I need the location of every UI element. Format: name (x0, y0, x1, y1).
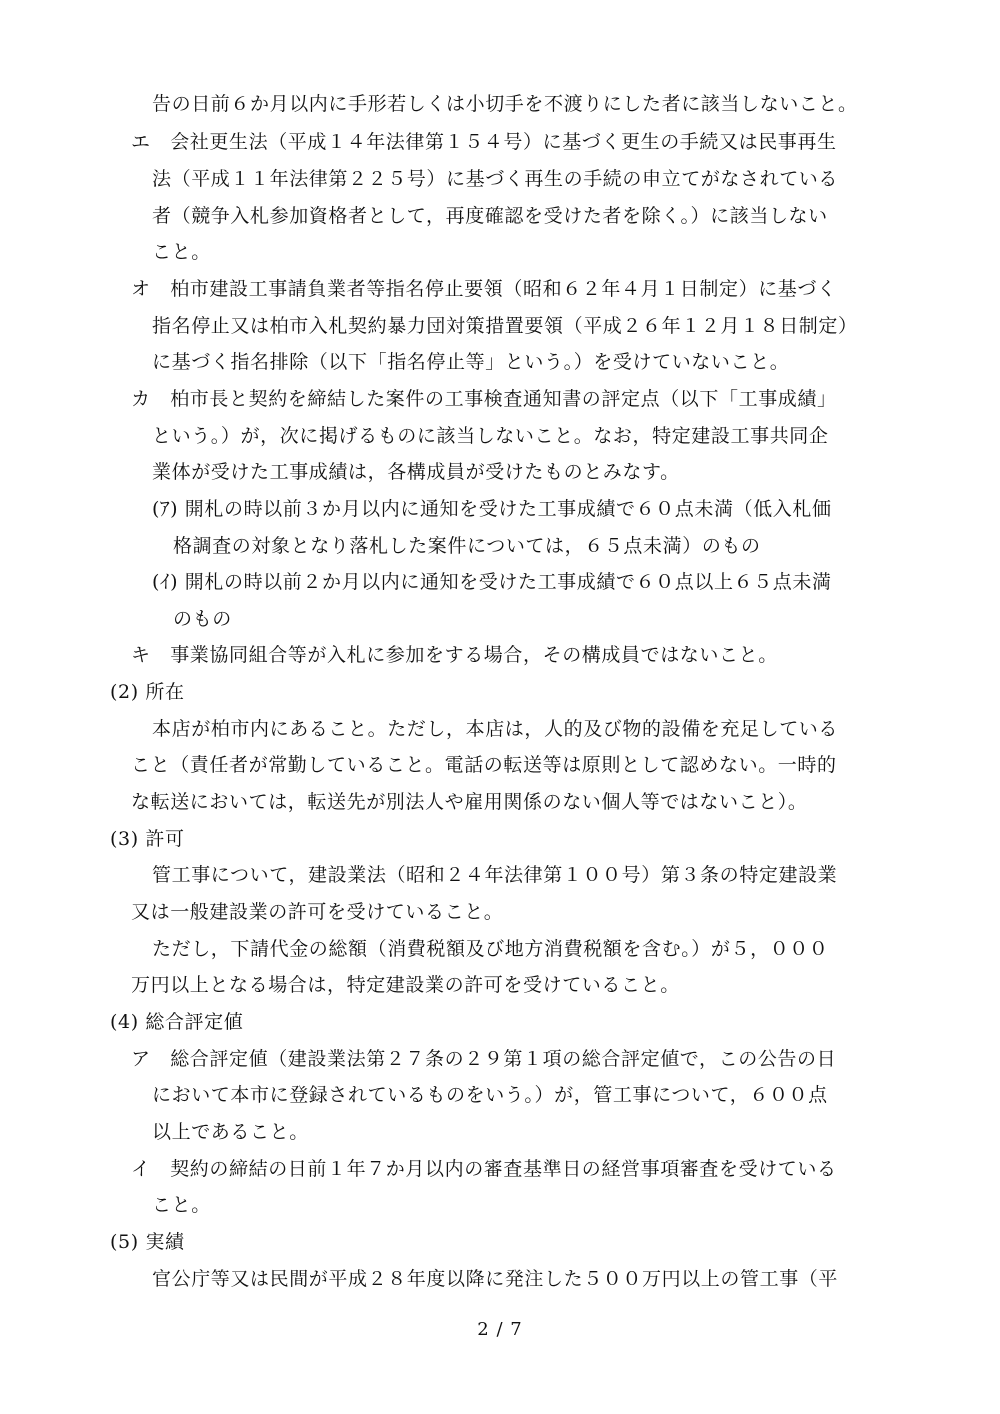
text-line: ただし，下請代金の総額（消費税額及び地方消費税額を含む。）が５，０００ (152, 938, 829, 960)
section-heading: (2) 所在 (110, 681, 185, 703)
text-line: 法（平成１１年法律第２２５号）に基づく再生の手続の申立てがなされている (152, 168, 839, 190)
text-line: こと。 (152, 241, 211, 263)
text-line: に基づく指名排除（以下「指名停止等」という。）を受けていないこと。 (152, 351, 790, 373)
text-line: な転送においては，転送先が別法人や雇用関係のない個人等ではないこと）。 (131, 791, 808, 813)
text-line: 指名停止又は柏市入札契約暴力団対策措置要領（平成２６年１２月１８日制定） (152, 315, 858, 337)
text-line: のもの (173, 608, 232, 630)
text-line: において本市に登録されているものをいう。）が，管工事について，６００点 (152, 1084, 828, 1106)
text-line: 者（競争入札参加資格者として，再度確認を受けた者を除く。）に該当しない (152, 205, 828, 227)
text-line: 万円以上となる場合は，特定建設業の許可を受けていること。 (131, 974, 680, 996)
text-line: エ 会社更生法（平成１４年法律第１５４号）に基づく更生の手続又は民事再生 (131, 131, 837, 153)
text-line: 管工事について，建設業法（昭和２４年法律第１００号）第３条の特定建設業 (152, 864, 838, 886)
text-line: カ 柏市長と契約を締結した案件の工事検査通知書の評定点（以下「工事成績」 (131, 388, 837, 410)
text-line: 格調査の対象となり落札した案件については，６５点未満）のもの (173, 535, 761, 557)
text-line: 業体が受けた工事成績は，各構成員が受けたものとみなす。 (152, 461, 680, 483)
text-line: (ｱ) 開札の時以前３か月以内に通知を受けた工事成績で６０点未満（低入札価 (152, 498, 832, 520)
text-line: こと。 (152, 1194, 211, 1216)
text-line: イ 契約の締結の日前１年７か月以内の審査基準日の経営事項審査を受けている (131, 1158, 837, 1180)
text-line: こと（責任者が常勤していること。電話の転送等は原則として認めない。一時的 (131, 754, 837, 776)
section-heading: (3) 許可 (110, 828, 185, 850)
text-line: 官公庁等又は民間が平成２８年度以降に発注した５００万円以上の管工事（平 (152, 1268, 839, 1290)
text-line: (ｲ) 開札の時以前２か月以内に通知を受けた工事成績で６０点以上６５点未満 (152, 571, 832, 593)
text-line: 本店が柏市内にあること。ただし，本店は，人的及び物的設備を充足している (152, 718, 839, 740)
section-heading: (5) 実績 (110, 1231, 185, 1253)
text-line: ア 総合評定値（建設業法第２７条の２９第１項の総合評定値で，この公告の日 (131, 1048, 837, 1070)
text-line: 以上であること。 (152, 1121, 309, 1143)
text-line: という。）が，次に掲げるものに該当しないこと。なお，特定建設工事共同企 (152, 425, 829, 447)
page-number: 2 / 7 (477, 1319, 523, 1340)
text-line: 告の日前６か月以内に手形若しくは小切手を不渡りにした者に該当しないこと。 (152, 93, 858, 115)
text-line: オ 柏市建設工事請負業者等指名停止要領（昭和６２年４月１日制定）に基づく (131, 278, 837, 300)
text-line: キ 事業協同組合等が入札に参加をする場合，その構成員ではないこと。 (131, 644, 778, 666)
text-line: 又は一般建設業の許可を受けていること。 (131, 901, 504, 923)
section-heading: (4) 総合評定値 (110, 1011, 244, 1033)
